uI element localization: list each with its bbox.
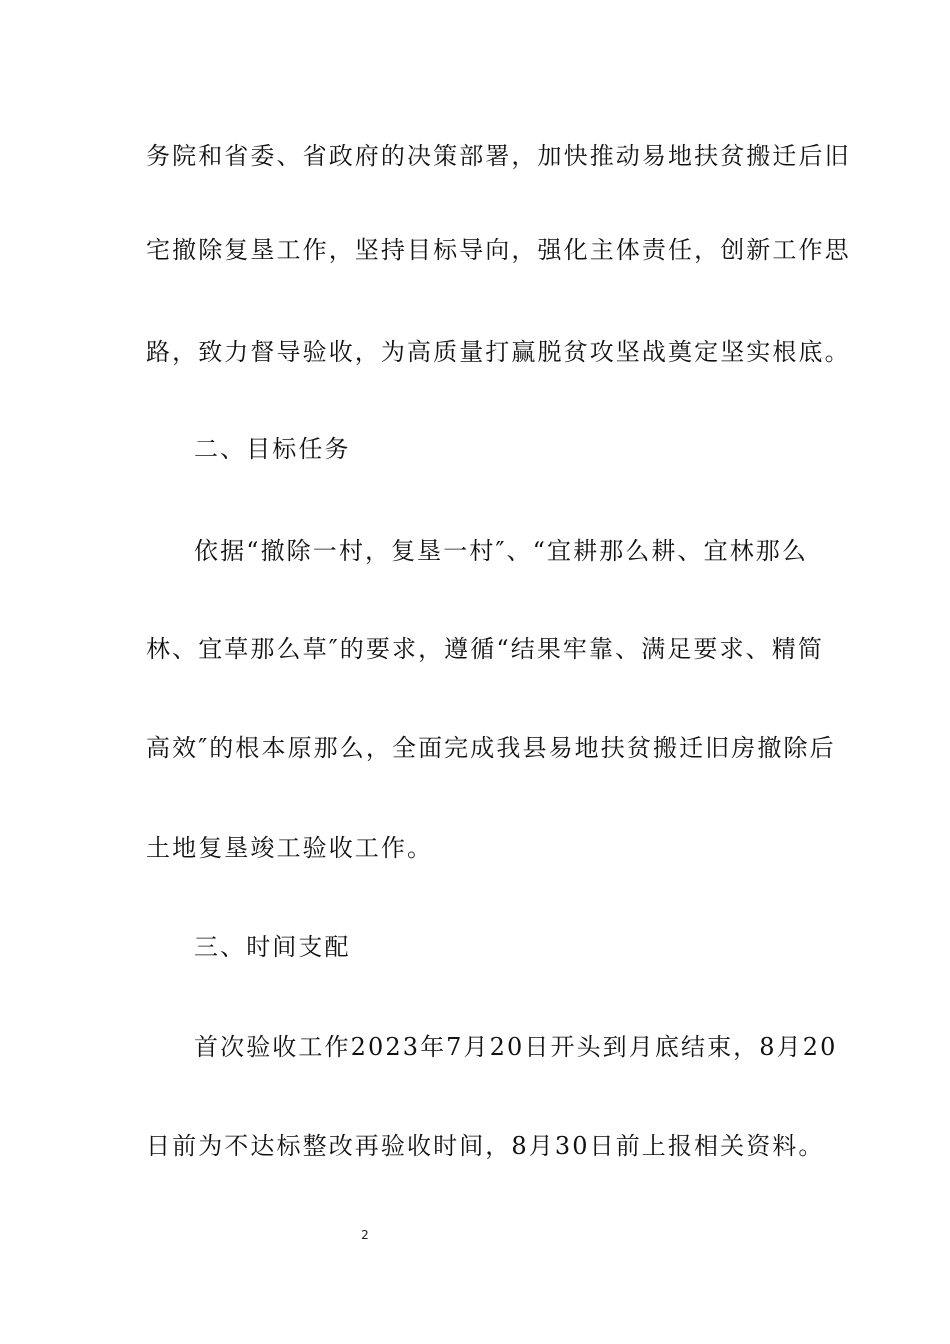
paragraph-line: 务院和省委、省政府的决策部署，加快推动易地扶贫搬迁后旧	[146, 142, 851, 170]
paragraph-line: 林、宜草那么草″的要求，遵循“结果牢靠、满足要求、精简	[146, 635, 824, 663]
paragraph-line: 日前为不达标整改再验收时间，8月30日前上报相关资料。	[146, 1132, 825, 1160]
section-heading: 二、目标任务	[194, 435, 351, 463]
paragraph-line: 宅撤除复垦工作，坚持目标导向，强化主体责任，创新工作思	[146, 236, 851, 264]
paragraph-line: 高效″的根本原那么，全面完成我县易地扶贫搬迁旧房撤除后	[146, 734, 836, 762]
paragraph-line: 依据“撤除一村，复垦一村″、“宜耕那么耕、宜林那么	[194, 537, 809, 565]
paragraph-line: 首次验收工作2023年7月20日开头到月底结束，8月20	[194, 1033, 838, 1061]
page-number: 2	[361, 1228, 369, 1242]
section-heading: 三、时间支配	[194, 933, 351, 961]
paragraph-line: 路，致力督导验收，为高质量打赢脱贫攻坚战奠定坚实根底。	[146, 338, 851, 366]
paragraph-line: 土地复垦竣工验收工作。	[146, 834, 434, 862]
